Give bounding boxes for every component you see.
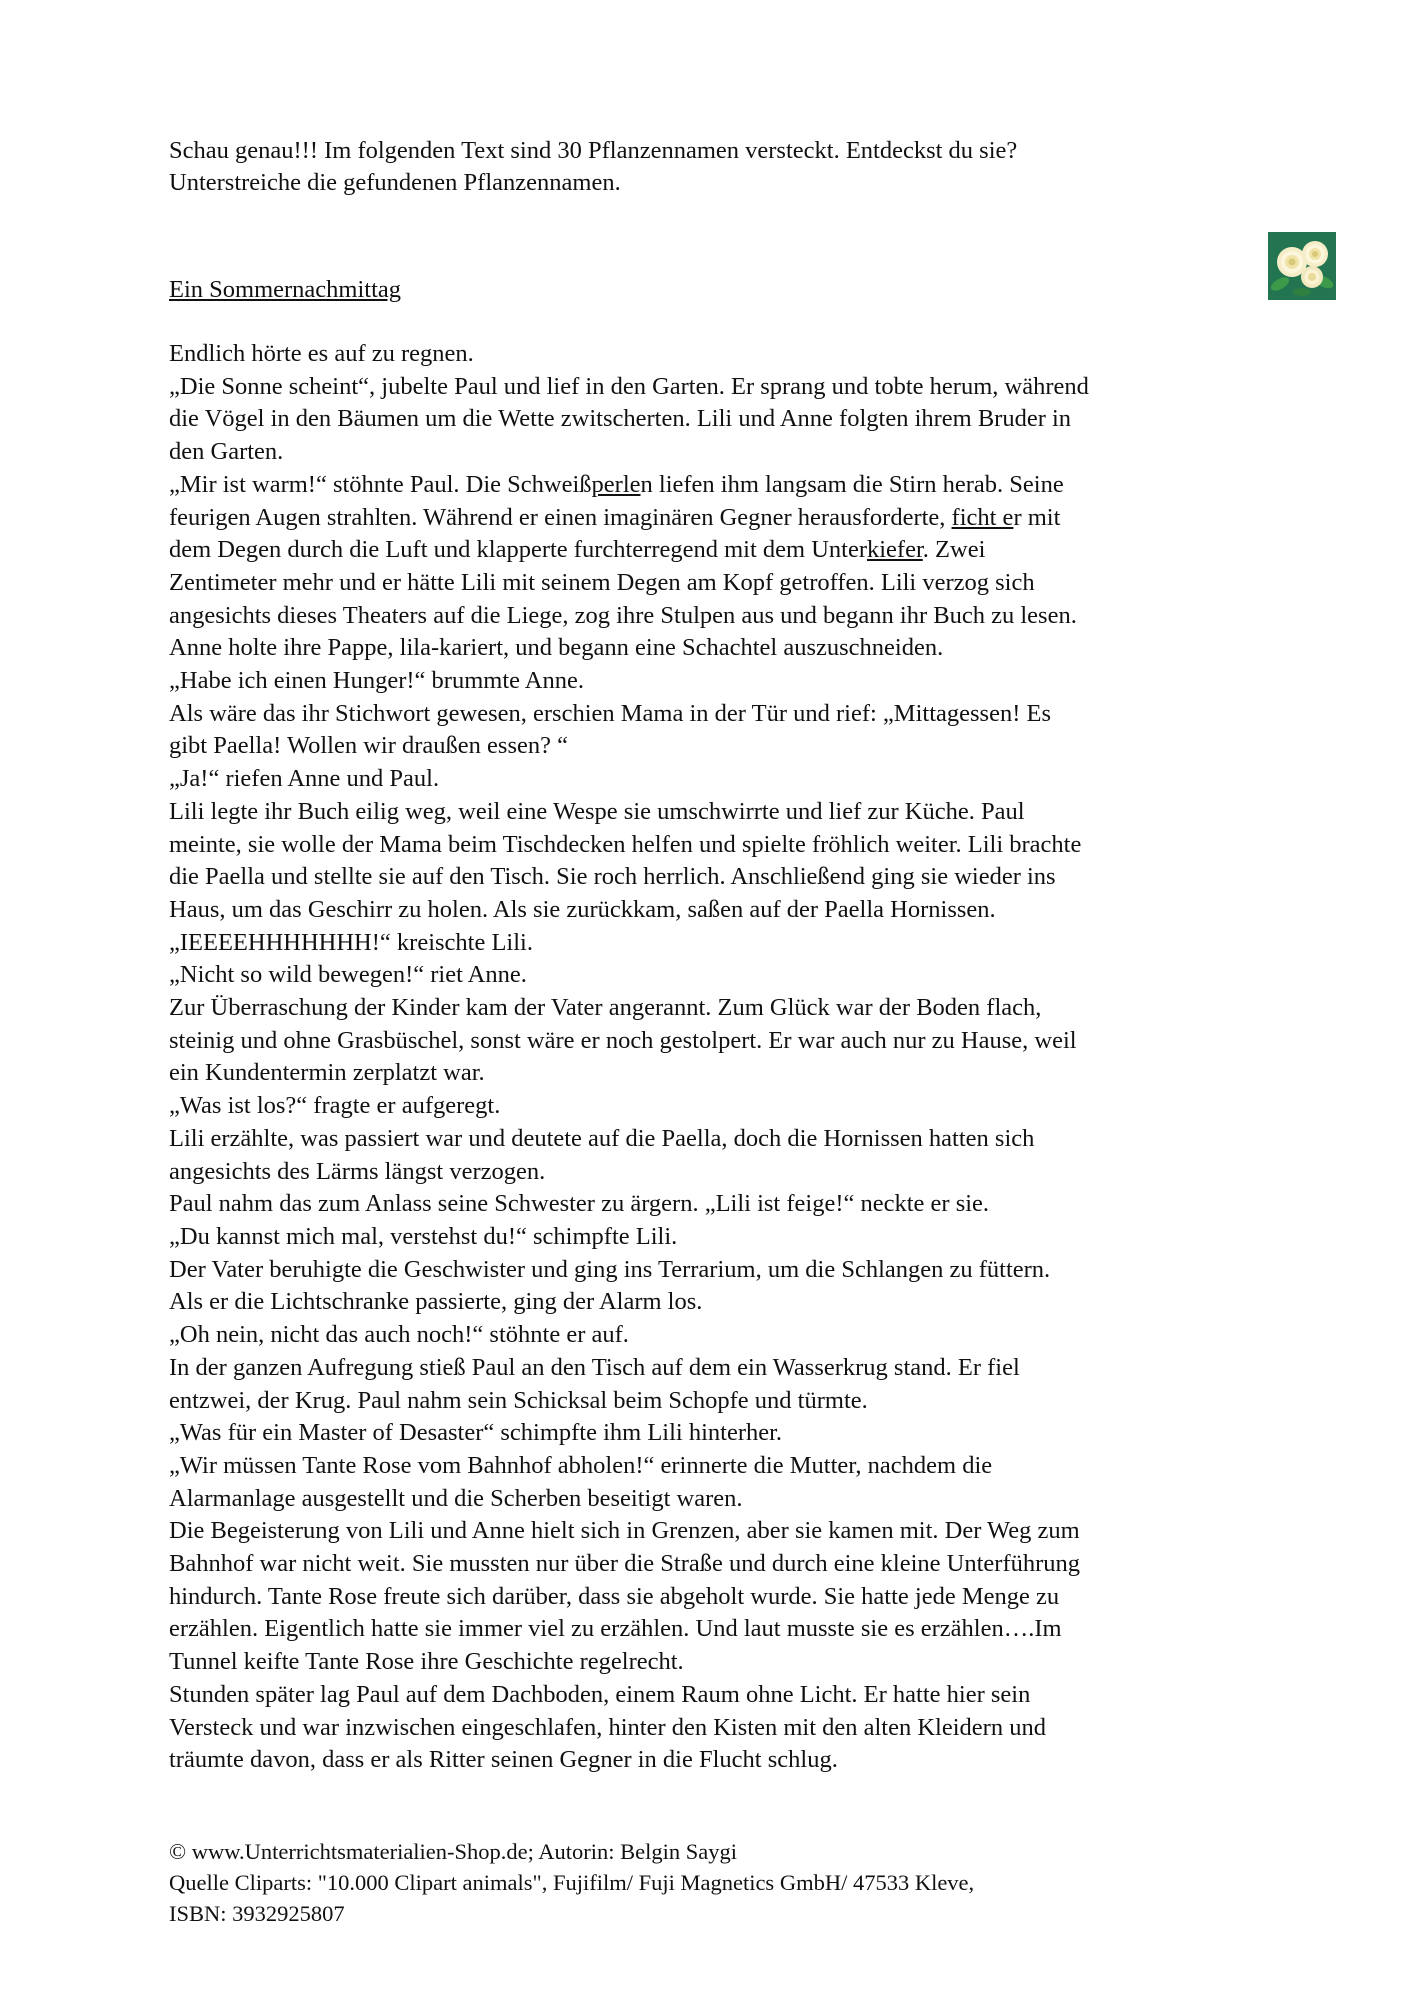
story-line: meinte, sie wolle der Mama beim Tischdecken helfen und spielte fröhlich weiter. Lili brachte: [169, 830, 1082, 858]
story-line: „Oh nein, nicht das auch noch!“ stöhnte er auf.: [169, 1321, 629, 1349]
story-line: Paul nahm das zum Anlass seine Schwester zu ärgern. „Lili ist feige!“ neckte er sie.: [169, 1190, 990, 1218]
text-segment: dem Degen durch die Luft und klapperte furchterregend mit dem Unter: [169, 536, 867, 564]
story-line: den Garten.: [169, 438, 284, 466]
story-line: Endlich hörte es auf zu regnen.: [169, 340, 474, 367]
white-roses-icon: [1268, 232, 1336, 300]
story-line: [169, 469, 1089, 502]
story-line: Zur Überraschung der Kinder kam der Vater angerannt. Zum Glück war der Boden flach,: [169, 994, 1042, 1022]
story-line: [169, 534, 1089, 567]
story-line: Der Vater beruhigte die Geschwister und ging ins Terrarium, um die Schlangen zu füttern.: [169, 1255, 1051, 1283]
task-instructions: [169, 135, 1017, 199]
text-segment: . Zwei: [922, 536, 986, 564]
footer-line: © www.Unterrichtsmaterialien-Shop.de; Autorin: Belgin Saygi: [169, 1839, 738, 1864]
text-segment: n liefen ihm langsam die Stirn herab. Seine: [640, 470, 1064, 498]
text-segment: r mit: [1013, 503, 1061, 531]
story-line: erzählen. Eigentlich hatte sie immer viel zu erzählen. Und laut musste sie es erzählen….Im: [169, 1615, 1062, 1643]
story-line: Als wäre das ihr Stichwort gewesen, erschien Mama in der Tür und rief: „Mittagessen! Es: [169, 699, 1051, 727]
story-line: Versteck und war inzwischen eingeschlafen, hinter den Kisten mit den alten Kleidern und: [169, 1713, 1046, 1741]
footer-line: Quelle Cliparts: "10.000 Clipart animals", Fujifilm/ Fuji Magnetics GmbH/ 47533 Kleve,: [169, 1870, 975, 1895]
story-line: Stunden später lag Paul auf dem Dachboden, einem Raum ohne Licht. Er hatte hier sein: [169, 1680, 1031, 1708]
underlined-plant-name: ficht e: [951, 503, 1014, 531]
instruction-line: Unterstreiche die gefundenen Pflanzennamen.: [169, 169, 621, 196]
story-line: die Paella und stellte sie auf den Tisch. Sie roch herrlich. Anschließend ging sie wieder ins: [169, 863, 1056, 891]
story-line: „Nicht so wild bewegen!“ riet Anne.: [169, 961, 527, 989]
story-line: „IEEEEHHHHHHH!“ kreischte Lili.: [169, 928, 533, 956]
story-line: In der ganzen Aufregung stieß Paul an den Tisch auf dem ein Wasserkrug stand. Er fiel: [169, 1353, 1020, 1381]
story-line: Haus, um das Geschirr zu holen. Als sie zurückkam, saßen auf der Paella Hornissen.: [169, 895, 996, 923]
story-line: entzwei, der Krug. Paul nahm sein Schicksal beim Schopfe und türmte.: [169, 1386, 868, 1414]
story-line: gibt Paella! Wollen wir draußen essen? “: [169, 732, 568, 760]
text-segment: „Mir ist warm!“ stöhnte Paul. Die Schweiß: [169, 470, 592, 498]
story-title: Ein Sommernachmittag: [169, 276, 402, 303]
story-line: „Habe ich einen Hunger!“ brummte Anne.: [169, 667, 584, 695]
story-line: „Du kannst mich mal, verstehst du!“ schimpfte Lili.: [169, 1222, 678, 1250]
story-line: [169, 502, 1089, 535]
story-line: „Was für ein Master of Desaster“ schimpfte ihm Lili hinterher.: [169, 1419, 783, 1447]
story-line: angesichts des Lärms längst verzogen.: [169, 1157, 546, 1185]
story-line: „Wir müssen Tante Rose vom Bahnhof abholen!“ erinnerte die Mutter, nachdem die: [169, 1451, 993, 1479]
story-line: die Vögel in den Bäumen um die Wette zwitscherten. Lili und Anne folgten ihrem Bruder in: [169, 405, 1072, 433]
story-line: Lili erzählte, was passiert war und deutete auf die Paella, doch die Hornissen hatten sich: [169, 1124, 1035, 1152]
instruction-line: Schau genau!!! Im folgenden Text sind 30 Pflanzennamen versteckt. Entdeckst du sie?: [169, 137, 1018, 164]
story-line: Bahnhof war nicht weit. Sie mussten nur über die Straße und durch eine kleine Unterführung: [169, 1550, 1081, 1578]
story-line: Alarmanlage ausgestellt und die Scherben beseitigt waren.: [169, 1484, 743, 1512]
text-segment: feurigen Augen strahlten. Während er einen imaginären Gegner herausforderte,: [169, 503, 952, 531]
story-line: angesichts dieses Theaters auf die Liege, zog ihre Stulpen aus und begann ihr Buch zu lesen.: [169, 601, 1077, 629]
story-line: Tunnel keifte Tante Rose ihre Geschichte regelrecht.: [169, 1648, 684, 1676]
story-line: hindurch. Tante Rose freute sich darüber, dass sie abgeholt wurde. Sie hatte jede Menge zu: [169, 1582, 1060, 1610]
story-line: „Die Sonne scheint“, jubelte Paul und lief in den Garten. Er sprang und tobte herum, während: [169, 372, 1089, 400]
story-line: Als er die Lichtschranke passierte, ging der Alarm los.: [169, 1288, 703, 1316]
story-line: Anne holte ihre Pappe, lila-kariert, und begann eine Schachtel auszuschneiden.: [169, 634, 944, 662]
story-line: steinig und ohne Grasbüschel, sonst wäre er noch gestolpert. Er war auch nur zu Hause, weil: [169, 1026, 1077, 1054]
copyright-footer: [169, 1836, 974, 1929]
story-line: Zentimeter mehr und er hätte Lili mit seinem Degen am Kopf getroffen. Lili verzog sich: [169, 568, 1035, 596]
story-line: ein Kundentermin zerplatzt war.: [169, 1059, 485, 1087]
story-text: [169, 338, 1089, 1777]
underlined-plant-name: perle: [591, 470, 641, 498]
story-line: „Was ist los?“ fragte er aufgeregt.: [169, 1092, 501, 1120]
underlined-plant-name: kiefer: [867, 536, 923, 564]
story-line: Lili legte ihr Buch eilig weg, weil eine Wespe sie umschwirrte und lief zur Küche. Paul: [169, 797, 1025, 825]
story-line: „Ja!“ riefen Anne und Paul.: [169, 765, 440, 793]
worksheet-page: [169, 0, 1269, 2000]
story-line: träumte davon, dass er als Ritter seinen Gegner in die Flucht schlug.: [169, 1746, 838, 1774]
footer-line: ISBN: 3932925807: [169, 1901, 345, 1926]
story-line: Die Begeisterung von Lili und Anne hielt sich in Grenzen, aber sie kamen mit. Der Weg zum: [169, 1517, 1080, 1545]
